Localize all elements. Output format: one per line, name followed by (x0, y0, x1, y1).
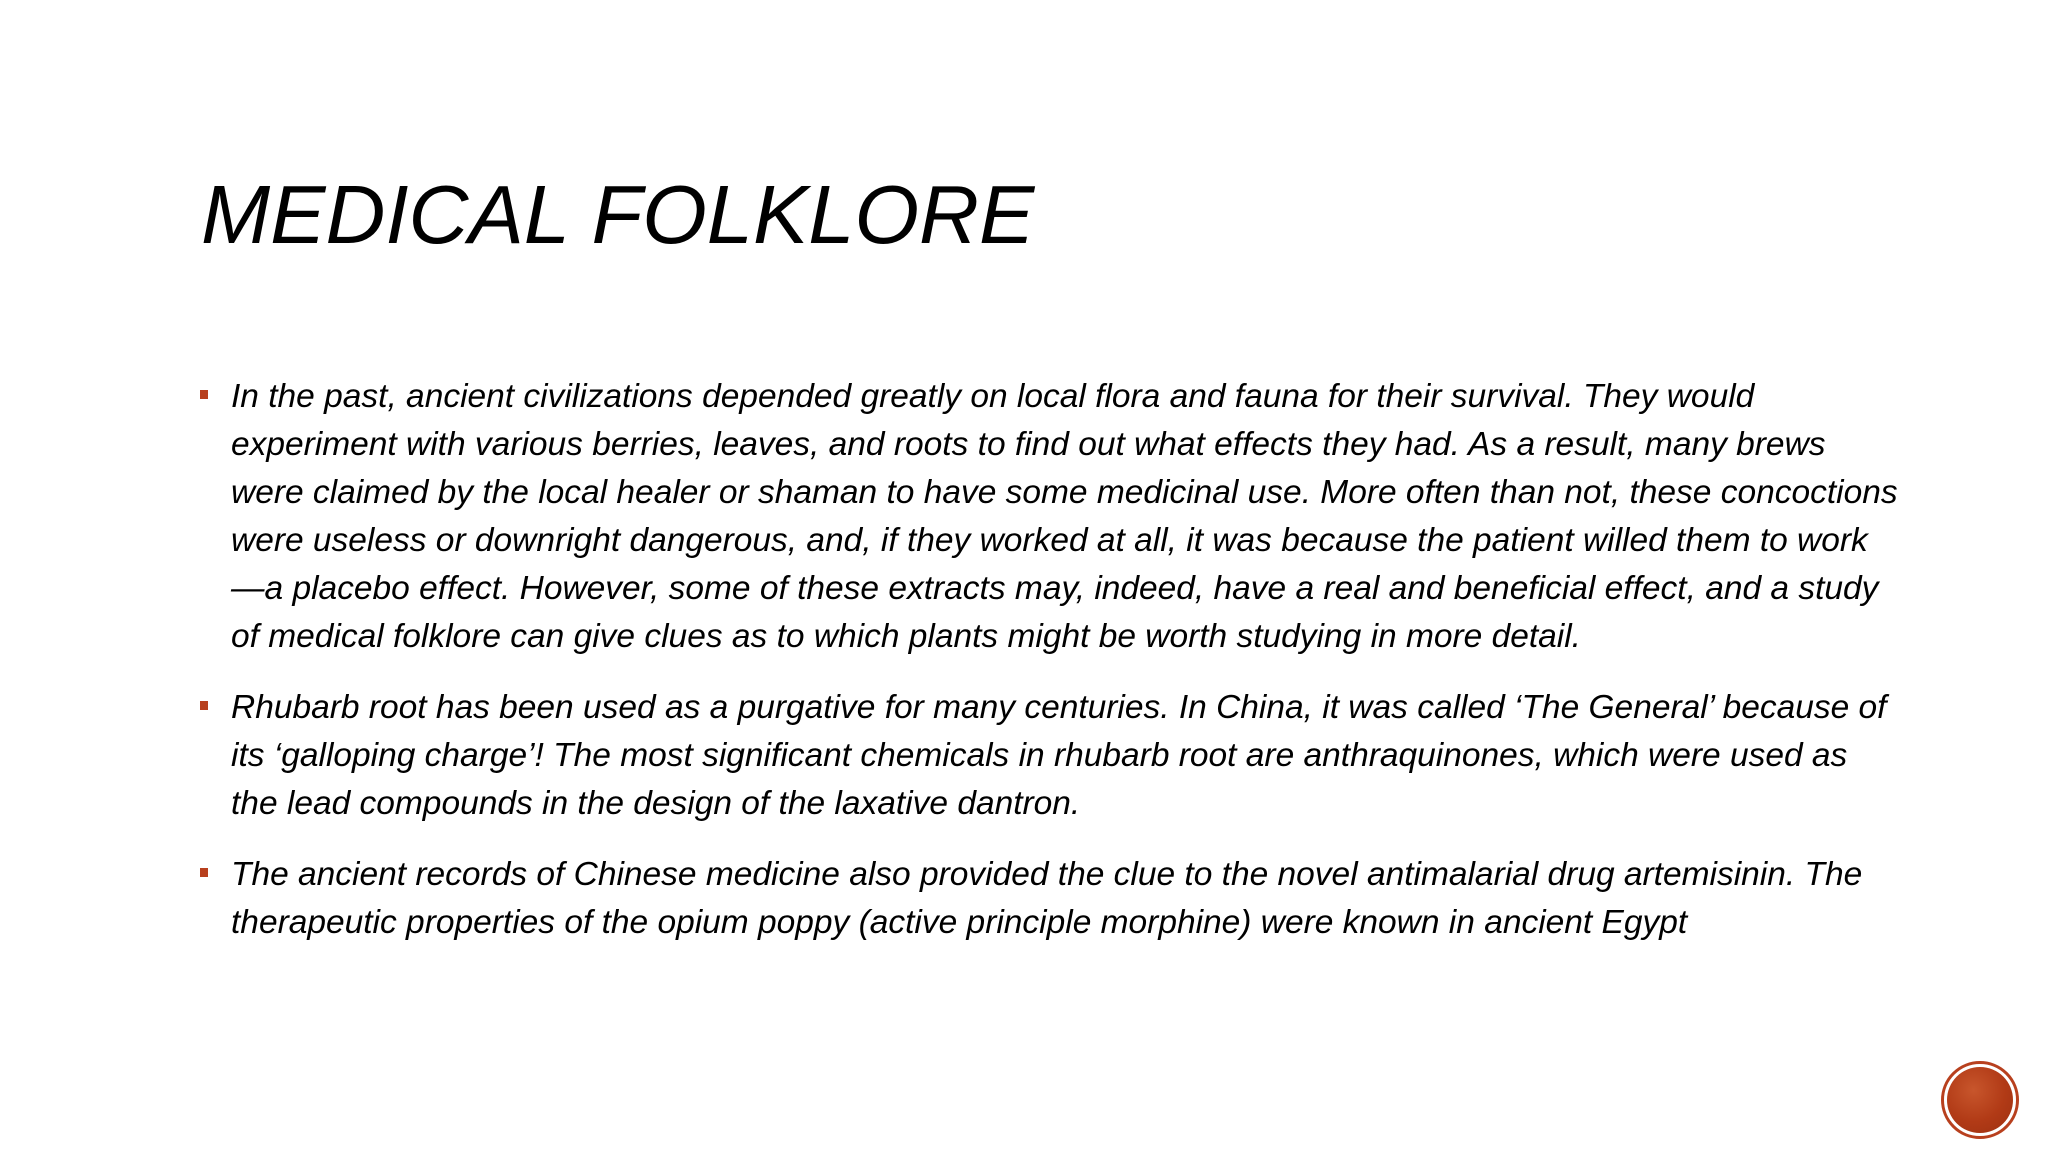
slide-title: MEDICAL FOLKLORE (201, 168, 1035, 261)
square-bullet-icon (200, 390, 208, 399)
bullet-text: In the past, ancient civilizations depended greatly on local flora and fauna for their survival. They would experiment with various berries, leaves, and roots to find out what effects they had. As a result, many brews were claimed by the local healer or shaman to have some medicinal use. More often than not, these concoctions were useless or downright dangerous, and, if they worked at all, it was because the patient willed them to work—a placebo effect. However, some of these extracts may, indeed, have a real and beneficial effect, and a study of medical folklore can give clues as to which plants might be worth studying in more detail. (231, 378, 1898, 655)
square-bullet-icon (200, 868, 208, 877)
bullet-text: The ancient records of Chinese medicine also provided the clue to the novel antimalarial drug artemisinin. The therapeutic properties of the opium poppy (active principle morphine) were known in ancient Egypt (231, 856, 1863, 941)
slide-body (200, 373, 1900, 970)
circle-badge-fill (1947, 1067, 2013, 1133)
bullet-list (200, 373, 1900, 947)
bullet-item (200, 851, 1900, 947)
bullet-text: Rhubarb root has been used as a purgative for many centuries. In China, it was called ‘The General’ because of its ‘galloping charge’! The most significant chemicals in rhubarb root are anthraquinones, which were used as the lead compounds in the design of the laxative dantron. (231, 689, 1887, 822)
bullet-item (200, 684, 1900, 828)
bullet-item (200, 373, 1900, 661)
square-bullet-icon (200, 701, 208, 710)
circle-badge-icon (1941, 1061, 2019, 1139)
